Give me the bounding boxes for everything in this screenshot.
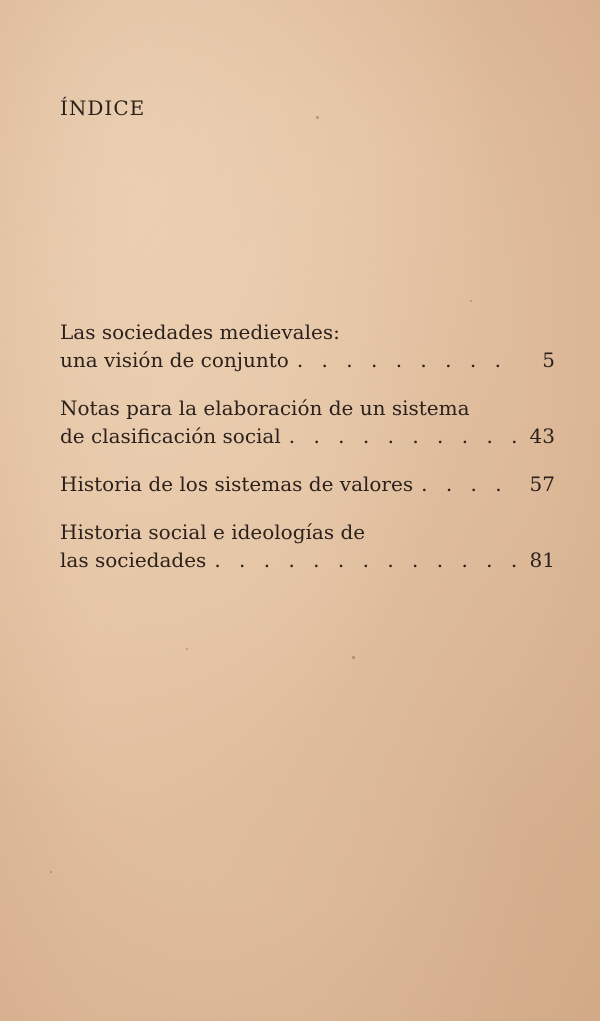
paper-speck: [186, 648, 188, 650]
toc-page-number: 5: [542, 348, 555, 372]
paper-speck: [316, 116, 319, 119]
toc-entry-last-line: [60, 346, 555, 374]
toc-entry-title-line: de clasificación social: [60, 424, 281, 448]
dot-leader: [289, 422, 517, 450]
dot-leader: [214, 546, 517, 574]
toc-entry-title-line: Notas para la elaboración de un sistema: [60, 396, 470, 420]
toc-entry: [60, 518, 555, 574]
toc-entry-title-line: una visión de conjunto: [60, 348, 289, 372]
toc-page-number: 43: [529, 424, 555, 448]
toc-entry-title-line: Las sociedades medievales:: [60, 320, 340, 344]
paper-speck: [352, 656, 355, 659]
toc-entry-last-line: [60, 546, 555, 574]
toc-entry: [60, 470, 555, 498]
toc-entry-title-line: Historia de los sistemas de valores: [60, 472, 414, 496]
toc-page-number: 57: [529, 472, 555, 496]
table-of-contents: [60, 318, 555, 594]
toc-entry-last-line: [60, 470, 555, 498]
toc-entry-last-line: [60, 422, 555, 450]
toc-page-number: 81: [529, 548, 555, 572]
dot-leader: [297, 346, 517, 374]
paper-speck: [470, 300, 472, 302]
page-title: ÍNDICE: [60, 96, 146, 120]
toc-entry: [60, 394, 555, 450]
toc-entry: [60, 318, 555, 374]
toc-entry-title-line: las sociedades: [60, 548, 207, 572]
dot-leader: [421, 470, 517, 498]
paper-speck: [50, 871, 52, 873]
toc-entry-title-line: Historia social e ideologías de: [60, 520, 366, 544]
